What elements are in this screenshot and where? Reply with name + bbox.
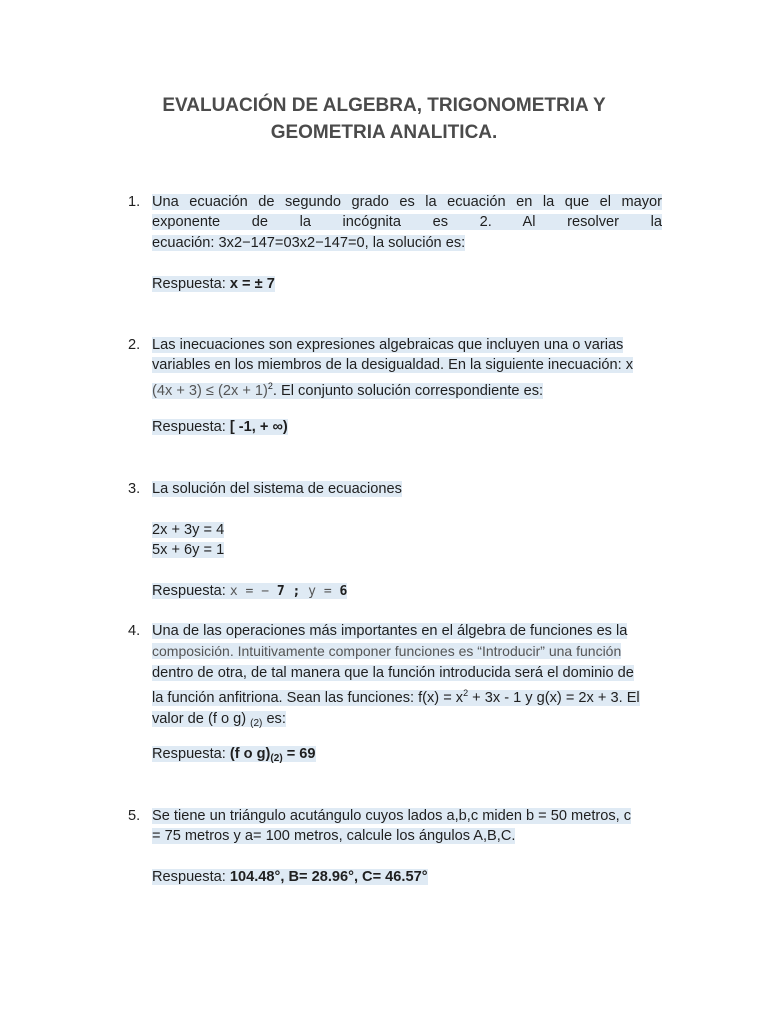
- text-line: ecuación: 3x2−147=03x2−147=0, la solución es:: [152, 234, 466, 251]
- answer-value: x = ± 7: [229, 276, 275, 292]
- question-number: 3.: [128, 481, 141, 497]
- answer: [152, 581, 347, 602]
- answer-x-value: 7 ;: [276, 584, 309, 599]
- answer-label: Respuesta:: [152, 419, 230, 435]
- text-line: es:: [262, 710, 286, 727]
- answer: [152, 867, 428, 887]
- text-line: + 3x - 1 y g(x) = 2x + 3. El: [468, 690, 640, 707]
- text-line: Se tiene un triángulo acutángulo cuyos lados a,b,c miden b = 50 metros, c: [152, 808, 632, 824]
- text-line: dentro de otra, de tal manera que la función introducida será el dominio de: [152, 664, 634, 681]
- title-line-2: GEOMETRIA ANALITICA.: [270, 122, 498, 143]
- question-text: [152, 479, 662, 499]
- exponent: 2: [267, 380, 273, 391]
- question-number: 4.: [128, 623, 141, 639]
- title-line-1: EVALUACIÓN DE ALGEBRA, TRIGONOMETRIA Y: [162, 95, 606, 116]
- text-line: La solución del sistema de ecuaciones: [152, 481, 402, 497]
- answer-x-label: x = −: [229, 584, 277, 599]
- answer: [152, 744, 316, 769]
- text-line: . El conjunto solución correspondiente es:: [272, 382, 544, 399]
- question-text: [152, 335, 662, 401]
- text-line: = 75 metros y a= 100 metros, calcule los ángulos A,B,C.: [152, 828, 516, 845]
- answer-y-label: y =: [308, 584, 340, 599]
- question-number: 1.: [128, 194, 141, 210]
- question-text: [152, 806, 662, 847]
- answer-value: 104.48°, B= 28.96°, C= 46.57°: [229, 869, 428, 885]
- answer-value: (f o g): [229, 746, 271, 762]
- text-line: composición. Intuitivamente componer funciones es “Introducir” una función: [152, 643, 622, 660]
- inequality: (4x + 3) ≤ (2x + 1): [152, 382, 268, 399]
- text-line: variables en los miembros de la desigualdad. En la siguiente inecuación: x: [152, 357, 634, 374]
- text-line: Las inecuaciones son expresiones algebraicas que incluyen una o varias: [152, 337, 624, 353]
- answer-label: Respuesta:: [152, 583, 230, 599]
- document-title: [100, 92, 668, 146]
- question-text: [152, 192, 662, 253]
- text-line: la función anfitriona. Sean las funciones: f(x) = x: [152, 690, 464, 707]
- question-number: 2.: [128, 337, 141, 353]
- text-line: exponente de la incógnita es 2. Al resolver la: [152, 214, 662, 231]
- question-number: 5.: [128, 808, 141, 824]
- answer-y-value: 6: [339, 584, 348, 599]
- answer-value: [ -1, + ∞): [229, 419, 288, 435]
- question-text: [152, 621, 662, 734]
- text-line: Una de las operaciones más importantes en el álgebra de funciones es la: [152, 623, 628, 639]
- answer-label: Respuesta:: [152, 276, 230, 292]
- equation-2: 5x + 6y = 1: [152, 542, 225, 558]
- answer-value-end: = 69: [282, 746, 316, 762]
- answer-subscript: (2): [270, 753, 283, 764]
- subscript: (2): [250, 717, 263, 729]
- answer: [152, 274, 275, 294]
- exponent: 2: [463, 688, 469, 699]
- answer-label: Respuesta:: [152, 746, 230, 762]
- text-line: Una ecuación de segundo grado es la ecuación en la que el mayor: [152, 194, 662, 210]
- equation-1: 2x + 3y = 4: [152, 522, 225, 538]
- text-line: valor de (f o g): [152, 710, 251, 727]
- answer: [152, 417, 288, 437]
- answer-label: Respuesta:: [152, 869, 230, 885]
